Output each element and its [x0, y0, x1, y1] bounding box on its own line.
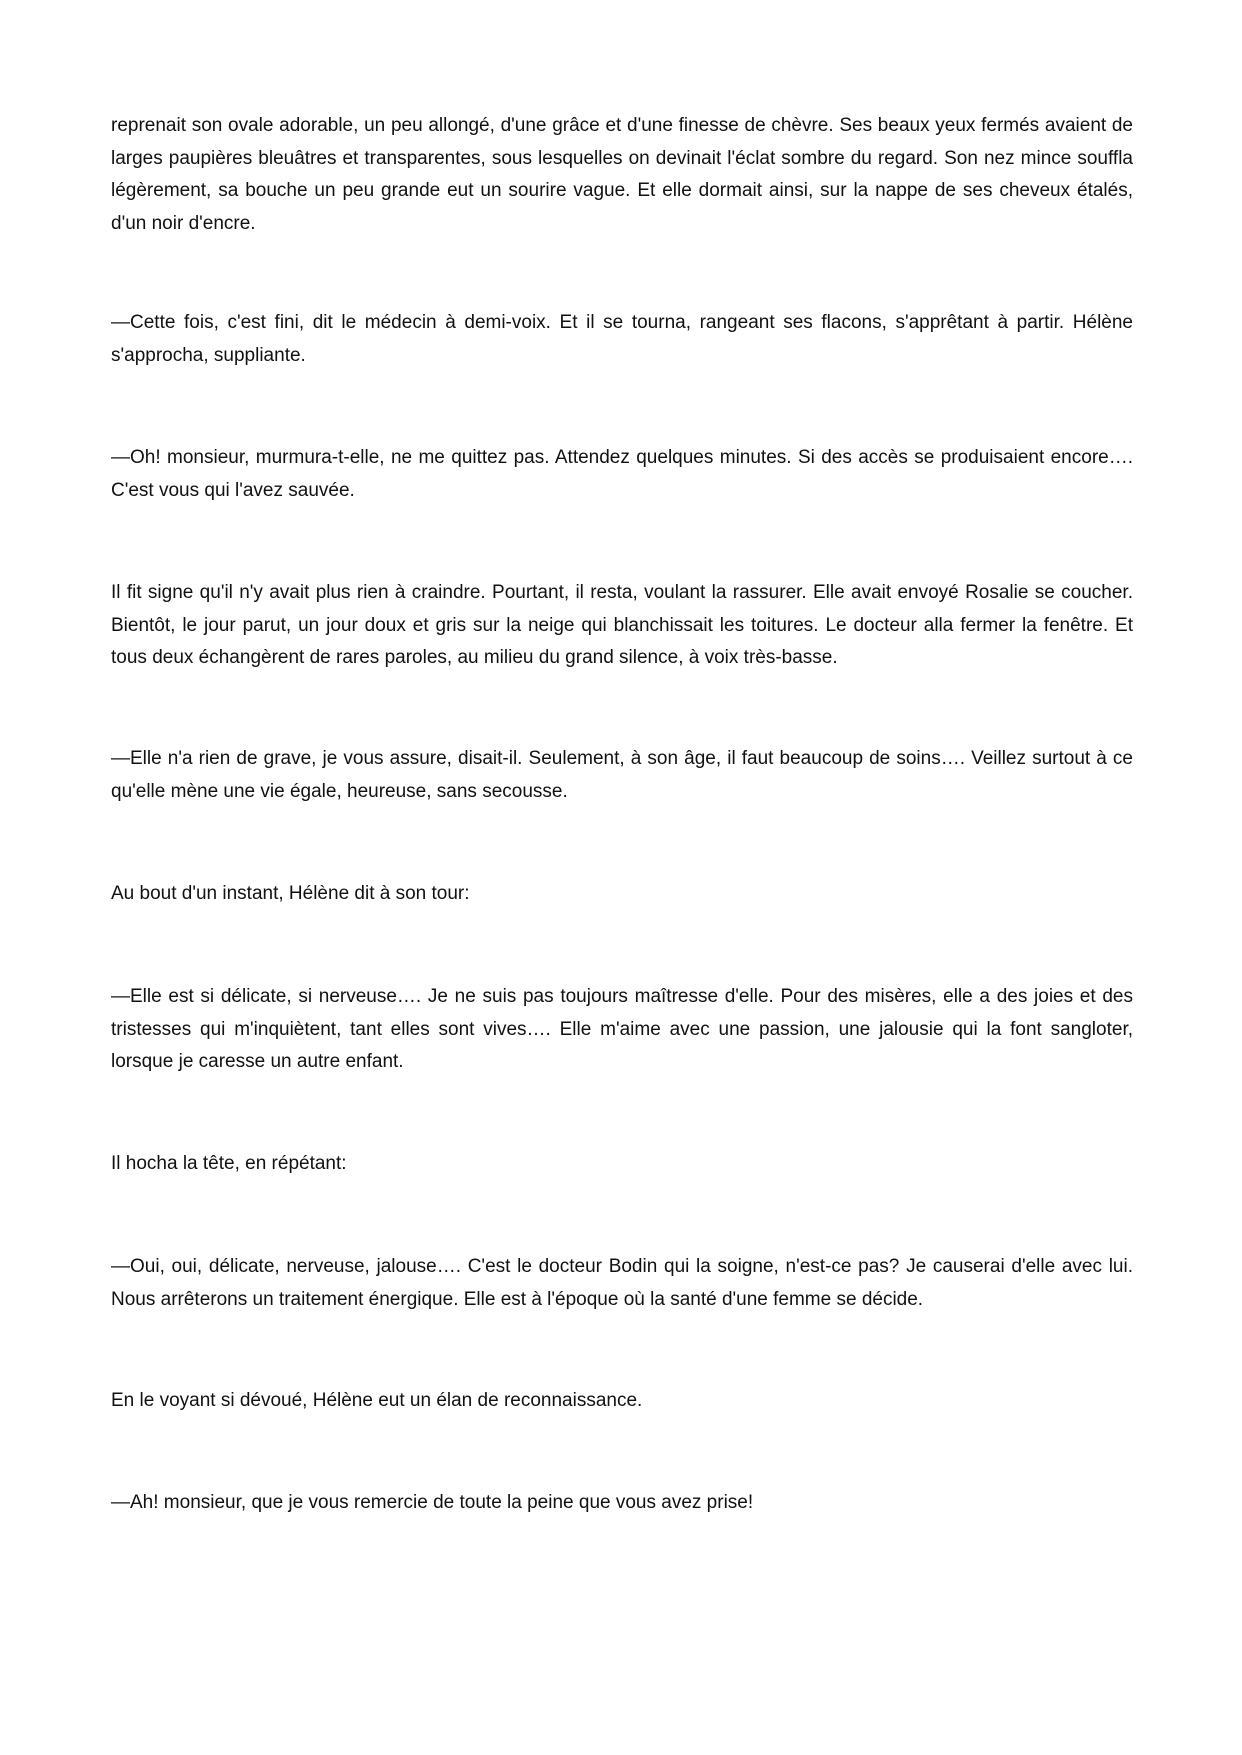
- paragraph-5: —Elle n'a rien de grave, je vous assure, disait-il. Seulement, à son âge, il faut beaucoup de soins…. Veillez surtout à ce qu'elle mène une vie égale, heureuse, sans secousse.: [111, 748, 1133, 802]
- paragraph-1: reprenait son ovale adorable, un peu allongé, d'une grâce et d'une finesse de chèvre. Ses beaux yeux fermés avaient de larges paupières bleuâtres et transparentes, sous lesquelles on devinait l'éclat sombre du regard. Son nez mince souffla légèrement, sa bouche un peu grande eut un sourire vague. Et elle dormait ainsi, sur la nappe de ses cheveux étalés, d'un noir d'encre.: [111, 115, 1133, 234]
- paragraph-10: En le voyant si dévoué, Hélène eut un élan de reconnaissance.: [111, 1390, 643, 1411]
- paragraph-6: Au bout d'un instant, Hélène dit à son tour:: [111, 883, 470, 904]
- paragraph-4: Il fit signe qu'il n'y avait plus rien à craindre. Pourtant, il resta, voulant la rassurer. Elle avait envoyé Rosalie se coucher. Bientôt, le jour parut, un jour doux et gris sur la neige qui blanchissait les toitures. Le docteur alla fermer la fenêtre. Et tous deux échangèrent de rares paroles, au milieu du grand silence, à voix très-basse.: [111, 582, 1133, 668]
- paragraph-3: —Oh! monsieur, murmura-t-elle, ne me quittez pas. Attendez quelques minutes. Si des accès se produisaient encore…. C'est vous qui l'avez sauvée.: [111, 447, 1133, 501]
- paragraph-9: —Oui, oui, délicate, nerveuse, jalouse…. C'est le docteur Bodin qui la soigne, n'est-ce pas? Je causerai d'elle avec lui. Nous arrêterons un traitement énergique. Elle est à l'époque où la santé d'une femme se décide.: [111, 1256, 1133, 1310]
- paragraph-2: —Cette fois, c'est fini, dit le médecin à demi-voix. Et il se tourna, rangeant ses flacons, s'apprêtant à partir. Hélène s'approcha, suppliante.: [111, 312, 1133, 366]
- paragraph-7: —Elle est si délicate, si nerveuse…. Je ne suis pas toujours maîtresse d'elle. Pour des misères, elle a des joies et des tristesses qui m'inquiètent, tant elles sont vives…. Elle m'aime avec une passion, une jalousie qui la font sangloter, lorsque je caresse un autre enfant.: [111, 986, 1133, 1072]
- paragraph-11: —Ah! monsieur, que je vous remercie de toute la peine que vous avez prise!: [111, 1492, 754, 1513]
- paragraph-8: Il hocha la tête, en répétant:: [111, 1153, 347, 1174]
